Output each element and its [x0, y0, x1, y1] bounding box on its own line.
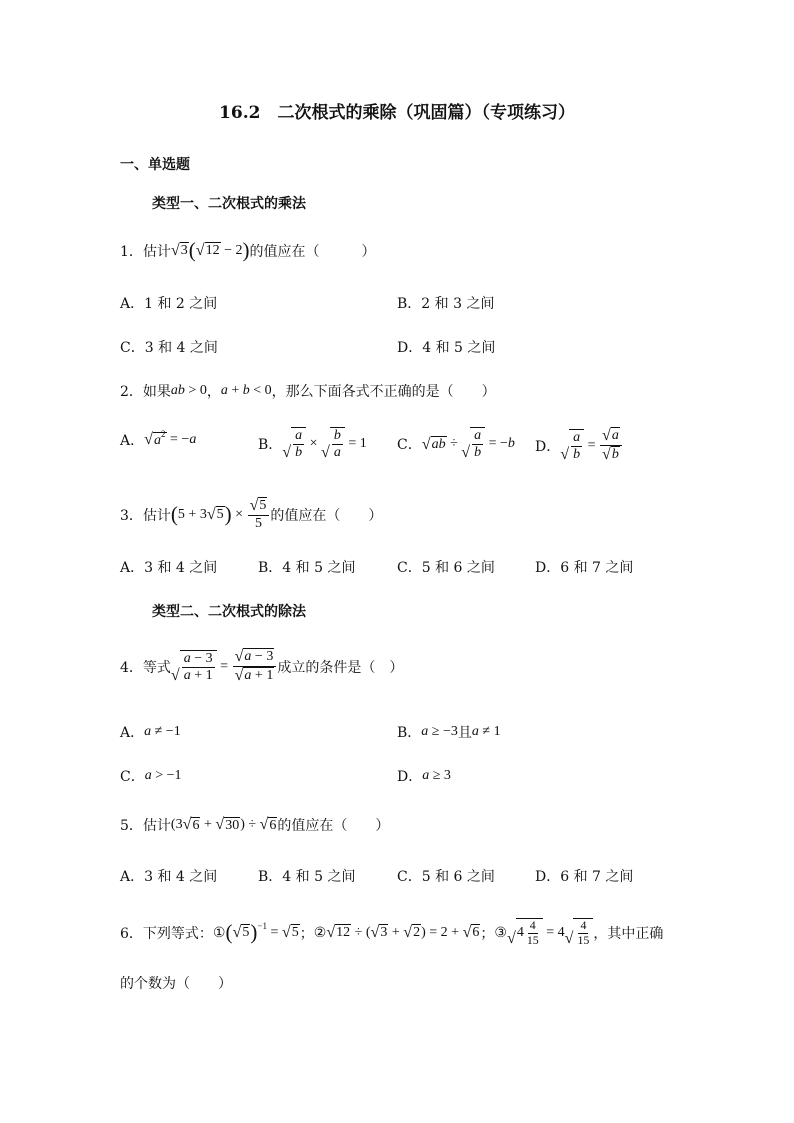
q5-option-d: D．6 和 7 之间 [535, 869, 634, 885]
q1-stem-start: 1．估计 [120, 243, 171, 260]
page-title: 16.2 二次根式的乘除（巩固篇）（专项练习） [219, 103, 575, 123]
q4-stem-start: 4．等式 [120, 659, 171, 676]
q4-stem-end: 成立的条件是（ ） [277, 659, 404, 676]
q3-option-b: B．4 和 5 之间 [258, 560, 356, 576]
q3-option-d: D．6 和 7 之间 [535, 560, 634, 576]
section-heading: 一、单选题 [120, 157, 190, 173]
q5-stem-end: 的值应在（ ） [277, 818, 390, 834]
q1-option-d: D．4 和 5 之间 [397, 340, 496, 356]
question-5 [120, 815, 389, 835]
q1-stem-end: 的值应在（ ） [249, 243, 376, 260]
q2-comma: ， [206, 384, 221, 400]
q5-stem-start: 5．估计 [120, 818, 171, 834]
q6-stem-start: 6．下列等式： [120, 925, 213, 942]
q2-stem-start: 2．如果 [120, 384, 171, 400]
q5-option-a: A．3 和 4 之间 [120, 869, 218, 885]
question-1 [120, 240, 376, 261]
type-heading-division: 类型二、二次根式的除法 [152, 604, 306, 620]
question-3 [120, 497, 382, 532]
q6-item-3-marker: ③ [494, 924, 507, 941]
question-4 [120, 648, 403, 685]
q6-line-2: 的个数为（ ） [120, 976, 232, 992]
q5-option-b: B．4 和 5 之间 [258, 869, 356, 885]
q4-option-c: C． a > −1 [120, 768, 182, 785]
q4-option-a: A． a ≠ −1 [120, 724, 181, 741]
type-heading-multiplication: 类型一、二次根式的乘法 [152, 196, 306, 212]
q1-option-b: B．2 和 3 之间 [397, 296, 495, 312]
q2-option-c: C． √ ab ÷ √ $\frac{a}{b}$ = − b [397, 428, 515, 462]
question-2: 2．如果 ab > 0 ， a + b < 0 ，那么下面各式不正确的是（ ） [120, 383, 496, 400]
q2-stem-end: ，那么下面各式不正确的是（ ） [271, 384, 496, 400]
q3-option-c: C．5 和 6 之间 [397, 560, 495, 576]
q4-option-d: D． a ≥ 3 [397, 768, 451, 785]
question-6: 6．下列等式： ① ( √ 5 ) −1 = √ 5 ； ② √ 12 ÷ ( √ 3 + √ 2 ) = 2 + √ 6 ； ③ √ 4 $\frac{4}{15}$ = 4 √ $\frac{4}{15}$ ，其中正确 [120, 918, 664, 948]
q6-item-2-marker: ② [313, 924, 327, 941]
q2-option-b: B． √ $\frac{a}{b}$ × √ $\frac{b}{a}$ = 1 [258, 428, 367, 462]
q5-option-c: C．5 和 6 之间 [397, 869, 495, 885]
q1-option-c: C．3 和 4 之间 [120, 340, 218, 356]
q3-stem-end: 的值应在（ ） [270, 507, 383, 524]
q6-item-1-marker: ① [212, 924, 226, 941]
q3-stem-start: 3．估计 [120, 507, 171, 524]
q1-option-a: A．1 和 2 之间 [120, 296, 218, 312]
q6-stem-end: ，其中正确 [593, 925, 664, 942]
q3-option-a: A．3 和 4 之间 [120, 560, 218, 576]
q4-expression: √ $\frac{a - 3}{a + 1}$ = √ a − 3 √ a + 1 [171, 648, 277, 685]
q3-expression: ( 5 + 3 √ 5 ) × √ 5 5 [171, 497, 271, 532]
q2-option-d: D． √ $\frac{a}{b}$ = √ a √ b [535, 427, 623, 464]
q5-expression: (3 √ 6 + √ 30 ) ÷ √ 6 [170, 816, 277, 834]
q1-expression: √ 3 ( √ 12 − 2 ) [170, 238, 250, 262]
q2-option-a: A． √ a 2 = − a [120, 429, 197, 449]
q4-option-b: B． a ≥ −3 且 a ≠ 1 [397, 724, 501, 741]
